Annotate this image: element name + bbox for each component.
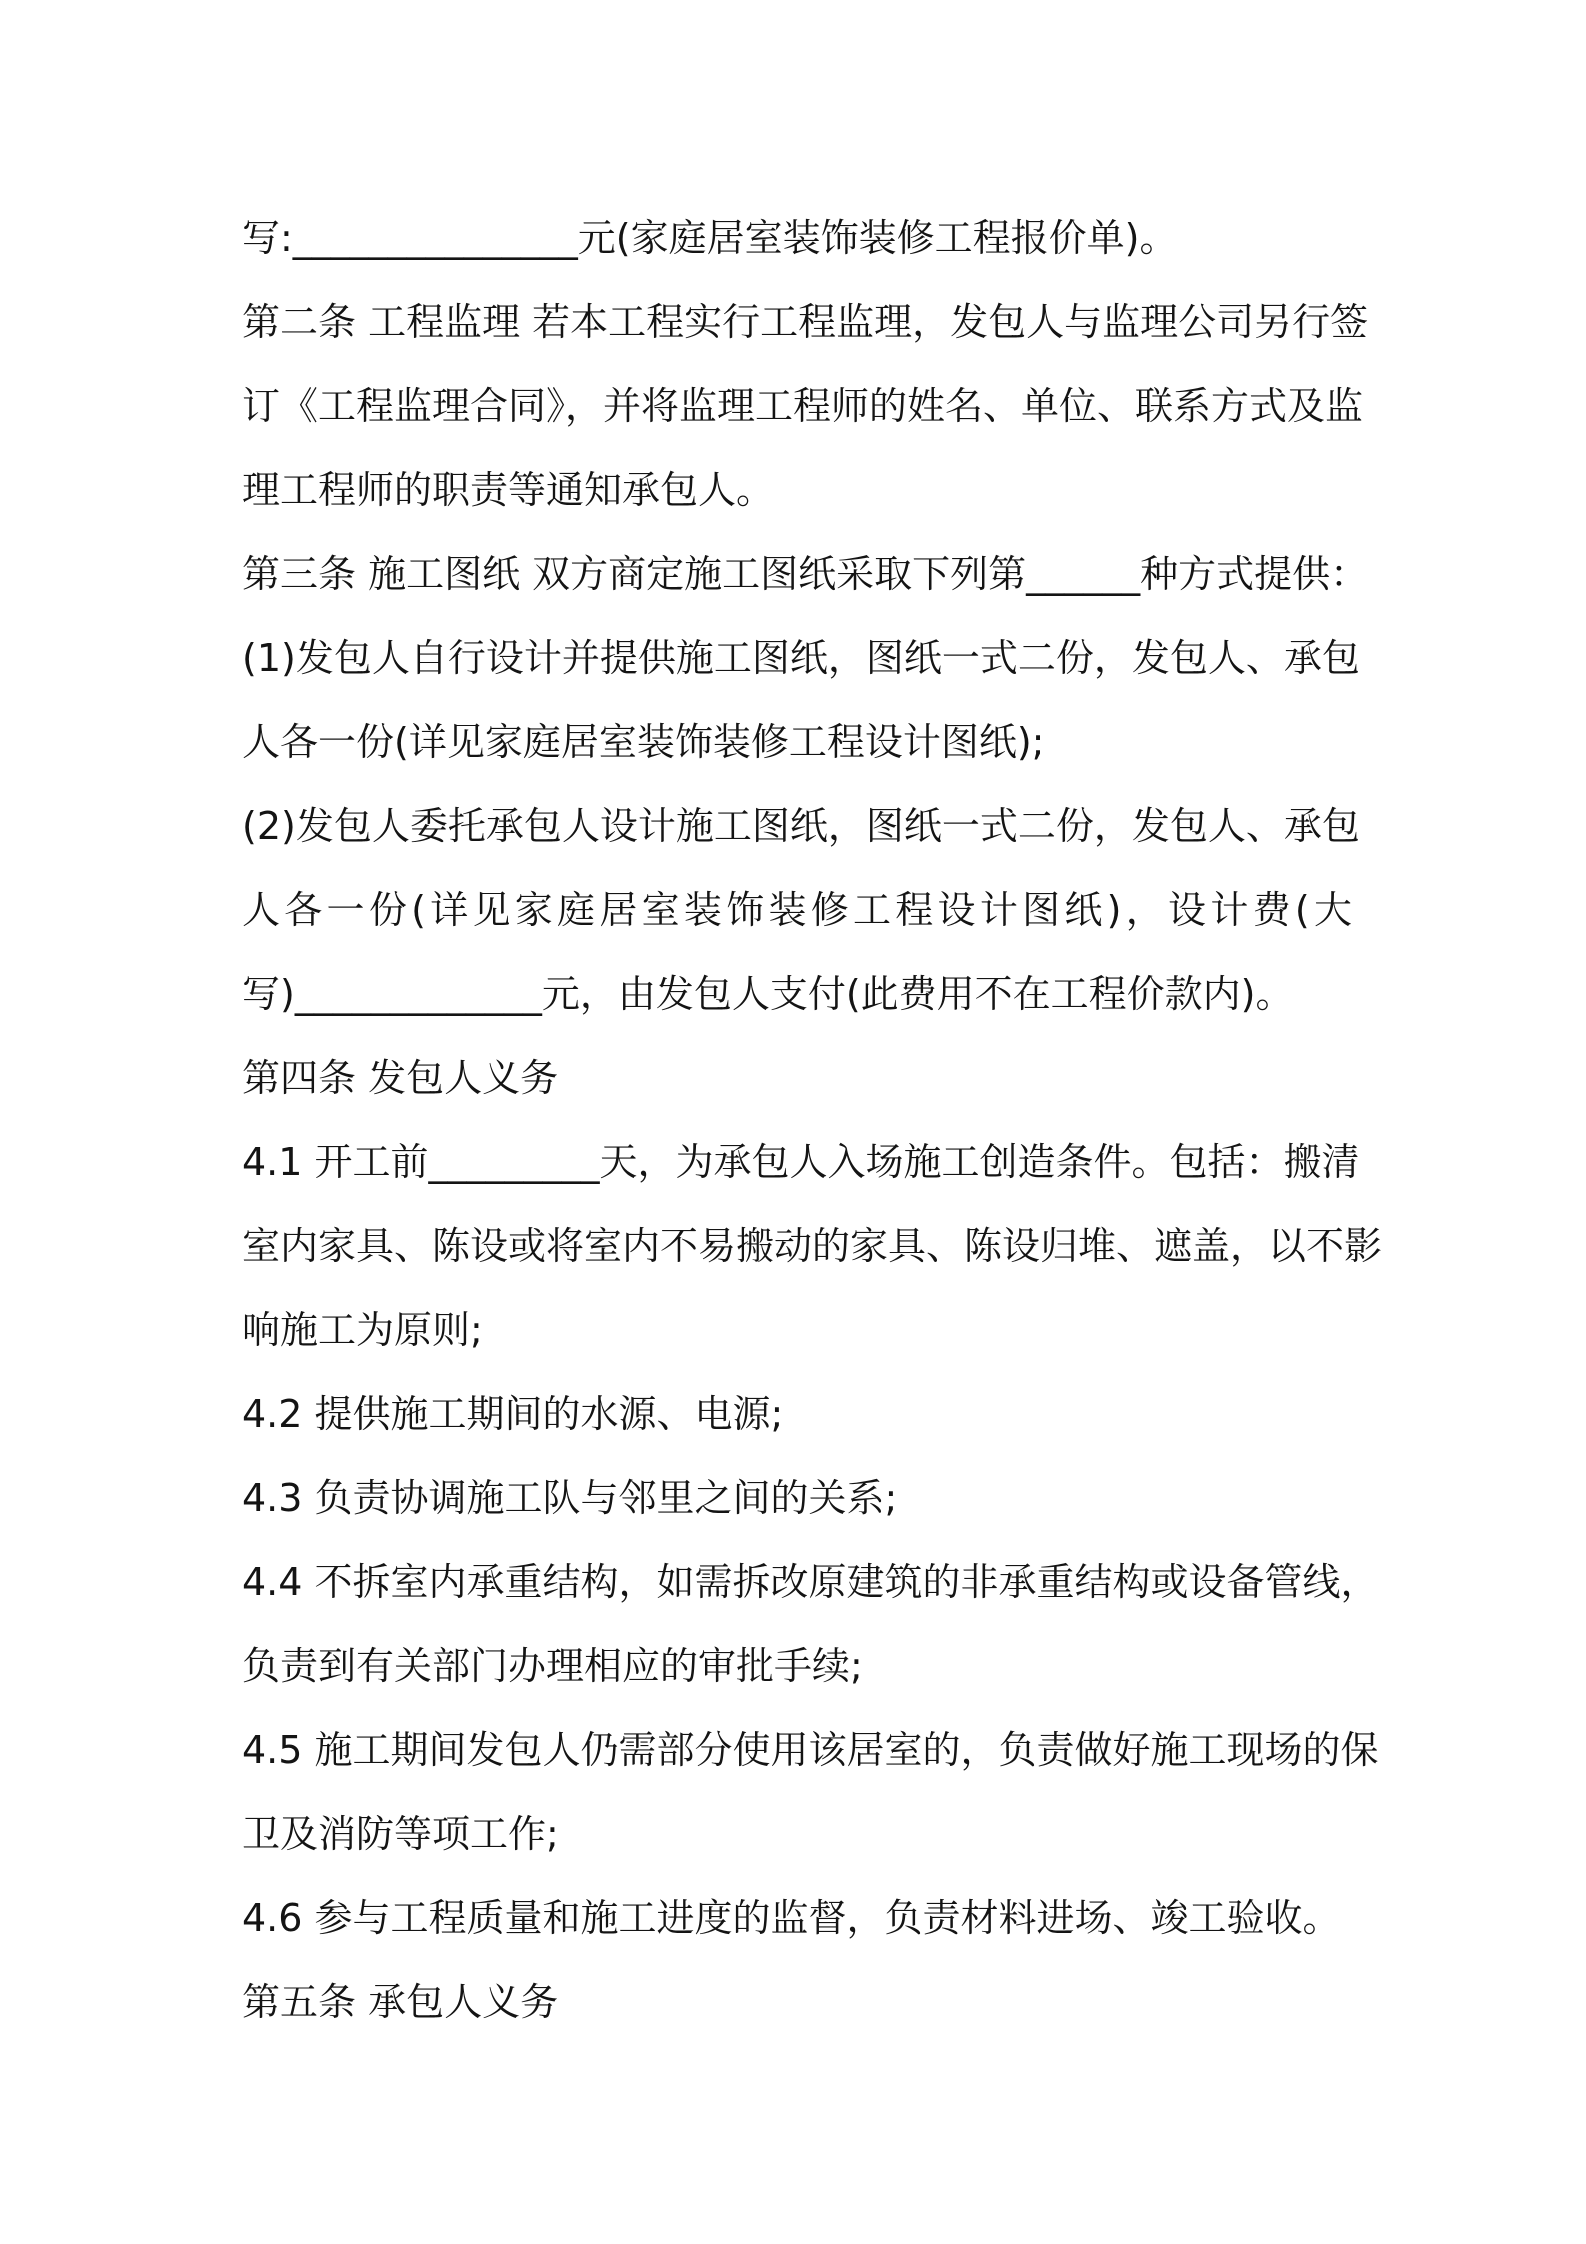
text-line: 4.6 参与工程质量和施工进度的监督，负责材料进场、竣工验收。 — [242, 1896, 1341, 1940]
text-line: 订《工程监理合同》，并将监理工程师的姓名、单位、联系方式及监 — [242, 384, 1364, 428]
text-line: 人各一份(详见家庭居室装饰装修工程设计图纸)，设计费(大 — [242, 888, 1352, 932]
text-line: 卫及消防等项工作; — [242, 1812, 559, 1856]
section-heading: 第四条 发包人义务 — [242, 1056, 559, 1100]
text-line: 负责到有关部门办理相应的审批手续; — [242, 1644, 863, 1688]
text-line: 理工程师的职责等通知承包人。 — [242, 468, 775, 512]
text-line: 4.2 提供施工期间的水源、电源; — [242, 1392, 784, 1436]
text-line: 第二条 工程监理 若本工程实行工程监理，发包人与监理公司另行签 — [242, 300, 1369, 344]
text-line: 4.4 不拆室内承重结构，如需拆改原建筑的非承重结构或设备管线， — [242, 1560, 1379, 1604]
text-line: 人各一份(详见家庭居室装饰装修工程设计图纸); — [242, 720, 1045, 764]
text-line: 响施工为原则; — [242, 1308, 483, 1352]
text-line: 写:_______________元(家庭居室装饰装修工程报价单)。 — [242, 216, 1178, 260]
text-line: 第三条 施工图纸 双方商定施工图纸采取下列第______种方式提供： — [242, 552, 1369, 596]
section-heading: 第五条 承包人义务 — [242, 1980, 559, 2024]
text-line: 写)_____________元，由发包人支付(此费用不在工程价款内)。 — [242, 972, 1294, 1016]
text-line: 室内家具、陈设或将室内不易搬动的家具、陈设归堆、遮盖，以不影 — [242, 1224, 1383, 1268]
text-line: (2)发包人委托承包人设计施工图纸，图纸一式二份，发包人、承包 — [242, 804, 1360, 848]
text-line: 4.5 施工期间发包人仍需部分使用该居室的，负责做好施工现场的保 — [242, 1728, 1379, 1772]
document-body — [242, 196, 1383, 2044]
text-line: (1)发包人自行设计并提供施工图纸，图纸一式二份，发包人、承包 — [242, 636, 1360, 680]
text-line: 4.1 开工前_________天，为承包人入场施工创造条件。包括：搬清 — [242, 1140, 1360, 1184]
text-line: 4.3 负责协调施工队与邻里之间的关系; — [242, 1476, 898, 1520]
